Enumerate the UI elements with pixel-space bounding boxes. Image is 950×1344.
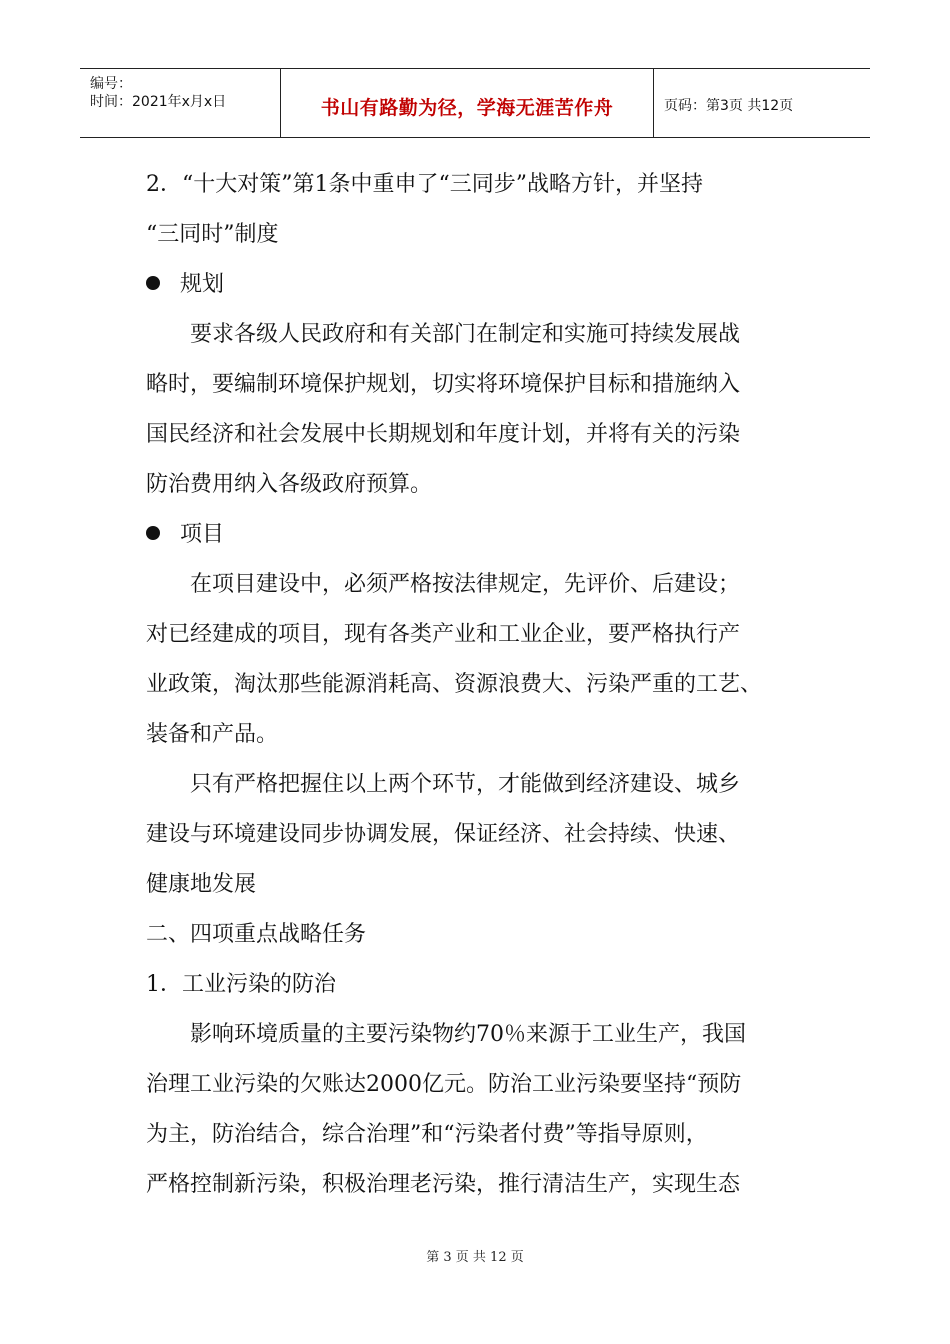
paragraph-line: 装备和产品。 (146, 722, 279, 747)
paragraph-line: 对已经建成的项目，现有各类产业和工业企业，要严格执行产 (146, 622, 741, 647)
bullet-heading-text: 规划 (180, 272, 225, 297)
paragraph-line: 2．“十大对策”第1条中重申了“三同步”战略方针，并坚持 (146, 172, 703, 197)
paragraph-line: 防治费用纳入各级政府预算。 (146, 472, 433, 497)
bullet-heading-text: 项目 (180, 522, 225, 547)
bullet-heading-project (146, 510, 826, 560)
page-footer: 第 3 页 共 12 页 (426, 1250, 524, 1265)
paragraph-line: 只有严格把握住以上两个环节，才能做到经济建设、城乡 (190, 772, 741, 797)
paragraph-line: 建设与环境建设同步协调发展，保证经济、社会持续、快速、 (146, 822, 741, 847)
paragraph-line: 健康地发展 (146, 872, 257, 897)
bullet-icon (146, 526, 160, 540)
header-page-cell (654, 69, 870, 137)
serial-label: 编号： (90, 76, 132, 92)
subsection-heading: 1．工业污染的防治 (146, 972, 336, 997)
header-motto-cell (281, 69, 654, 137)
document-body (146, 160, 826, 1210)
paragraph-line: 在项目建设中，必须严格按法律规定，先评价、后建设； (190, 572, 741, 597)
paragraph-line: 治理工业污染的欠账达2000亿元。防治工业污染要坚持“预防 (146, 1072, 742, 1097)
header-motto: 书山有路勤为径，学海无涯苦作舟 (320, 97, 614, 119)
paragraph-line: 为主，防治结合，综合治理”和“污染者付费”等指导原则， (146, 1122, 708, 1147)
section-heading: 二、四项重点战略任务 (146, 922, 367, 947)
date-label: 时间：2021年x月x日 (90, 94, 227, 110)
paragraph-line: 要求各级人民政府和有关部门在制定和实施可持续发展战 (190, 322, 741, 347)
bullet-icon (146, 276, 160, 290)
paragraph-line: 影响环境质量的主要污染物约70％来源于工业生产，我国 (190, 1022, 746, 1047)
paragraph-line: 略时，要编制环境保护规划，切实将环境保护目标和措施纳入 (146, 372, 741, 397)
page-header (80, 68, 870, 138)
paragraph-line: 严格控制新污染，积极治理老污染，推行清洁生产，实现生态 (146, 1172, 741, 1197)
header-page-info: 页码：第3页 共12页 (664, 98, 794, 114)
paragraph-line: 国民经济和社会发展中长期规划和年度计划，并将有关的污染 (146, 422, 741, 447)
header-info-cell (80, 69, 281, 137)
paragraph-line: 业政策，淘汰那些能源消耗高、资源浪费大、污染严重的工艺、 (146, 672, 763, 697)
paragraph-line: “三同时”制度 (146, 222, 279, 247)
bullet-heading-planning (146, 260, 826, 310)
